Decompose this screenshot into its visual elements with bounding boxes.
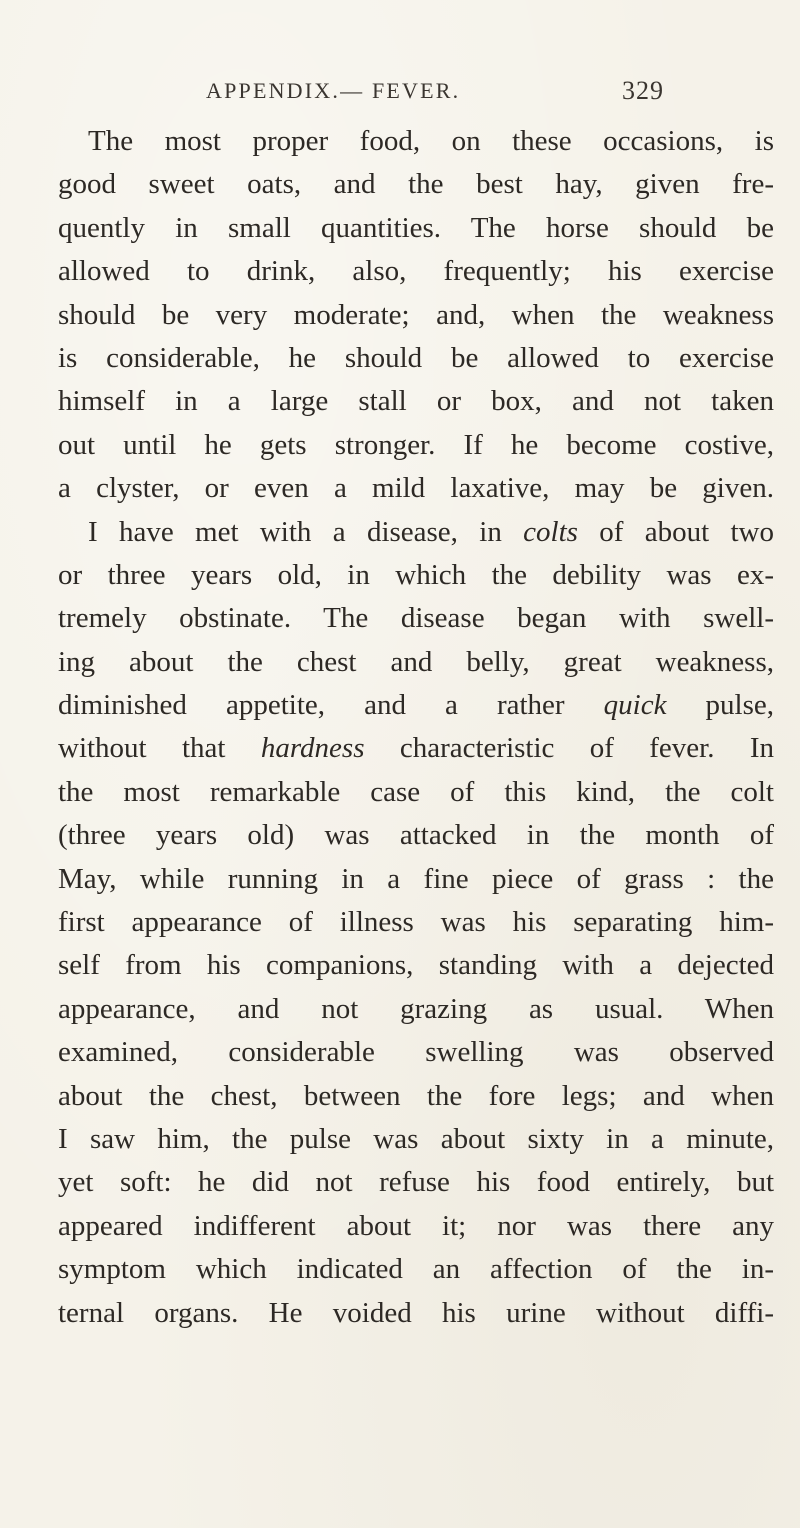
text-segment: ternal organs. He voided his urine without diffi-: [58, 1296, 774, 1329]
text-segment: of about two: [577, 515, 774, 548]
text-segment: yet soft: he did not refuse his food entirely, but: [58, 1166, 774, 1199]
text-line: [58, 1161, 774, 1204]
text-segment: good sweet oats, and the best hay, given fre-: [58, 168, 774, 201]
text-segment: or three years old, in which the debility was ex-: [58, 558, 774, 591]
text-line: [58, 467, 774, 510]
text-line: [58, 380, 774, 423]
text-line: [58, 554, 774, 597]
text-segment: symptom which indicated an affection of the in-: [58, 1253, 774, 1286]
text-line: [58, 814, 774, 857]
page-number: 329: [622, 76, 664, 105]
text-line: [58, 1292, 774, 1335]
text-segment: appearance, and not grazing as usual. When: [58, 992, 774, 1025]
text-segment: I have met with a disease, in: [88, 515, 524, 548]
text-segment: a clyster, or even a mild laxative, may be given.: [58, 472, 774, 505]
text-line: [58, 727, 774, 770]
text-line: [58, 207, 774, 250]
text-segment: without that: [58, 732, 261, 765]
text-segment: tremely obstinate. The disease began with swell-: [58, 602, 774, 635]
text-line: [58, 250, 774, 293]
text-line: [58, 641, 774, 684]
text-line: [58, 163, 774, 206]
text-segment: about the chest, between the fore legs; and when: [58, 1079, 774, 1112]
text-line: [58, 771, 774, 814]
text-segment: pulse,: [666, 689, 774, 722]
text-segment: first appearance of illness was his separating him-: [58, 906, 774, 939]
text-line: [58, 1118, 774, 1161]
text-line: [58, 1031, 774, 1074]
text-segment: should be very moderate; and, when the weakness: [58, 298, 774, 331]
header-title: APPENDIX.— FEVER.: [206, 78, 461, 103]
text-segment: appeared indifferent about it; nor was there any: [58, 1209, 774, 1242]
text-line: [58, 597, 774, 640]
text-line: [58, 1248, 774, 1291]
text-line: [58, 511, 774, 554]
text-segment: characteristic of fever. In: [364, 732, 774, 765]
italic-text: quick: [603, 689, 667, 722]
text-line: [58, 684, 774, 727]
text-segment: quently in small quantities. The horse should be: [58, 211, 774, 244]
text-segment: is considerable, he should be allowed to exercise: [58, 341, 774, 374]
text-segment: examined, considerable swelling was observed: [58, 1036, 774, 1069]
italic-text: hardness: [260, 732, 365, 765]
text-line: [58, 1205, 774, 1248]
body-text: [58, 120, 774, 1335]
text-segment: ing about the chest and belly, great weakness,: [58, 645, 774, 678]
text-segment: self from his companions, standing with a dejected: [58, 949, 774, 982]
text-segment: May, while running in a fine piece of grass : the: [58, 862, 774, 895]
text-line: [58, 944, 774, 987]
text-line: [58, 120, 774, 163]
text-line: [58, 424, 774, 467]
text-segment: diminished appetite, and a rather: [58, 689, 604, 722]
text-line: [58, 337, 774, 380]
italic-text: colts: [523, 515, 578, 548]
text-segment: out until he gets stronger. If he become costive,: [58, 428, 774, 461]
text-segment: the most remarkable case of this kind, the colt: [58, 775, 774, 808]
text-segment: (three years old) was attacked in the month of: [58, 819, 774, 852]
text-segment: The most proper food, on these occasions, is: [88, 125, 774, 157]
text-line: [58, 294, 774, 337]
text-line: [58, 901, 774, 944]
text-segment: allowed to drink, also, frequently; his exercise: [58, 255, 774, 288]
running-head: [0, 76, 800, 112]
text-line: [58, 1075, 774, 1118]
text-line: [58, 988, 774, 1031]
text-line: [58, 858, 774, 901]
text-segment: I saw him, the pulse was about sixty in a minute,: [58, 1122, 774, 1155]
text-segment: himself in a large stall or box, and not taken: [58, 385, 774, 418]
